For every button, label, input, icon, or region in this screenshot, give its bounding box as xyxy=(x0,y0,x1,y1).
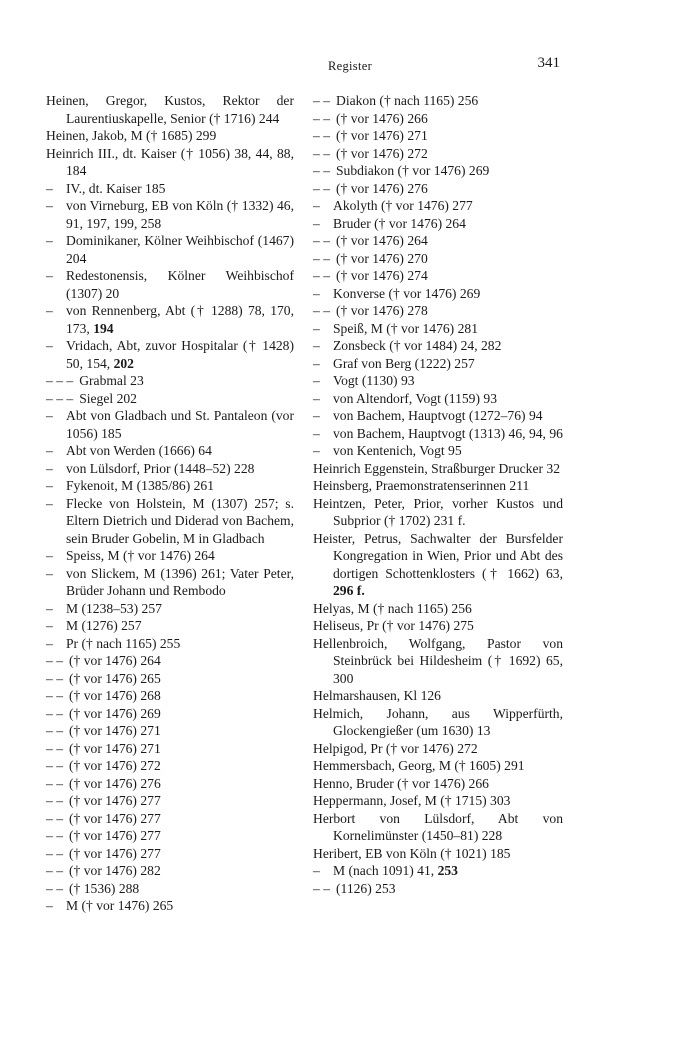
index-entry xyxy=(46,477,294,495)
index-entry xyxy=(313,232,563,250)
index-entry-text: von Virneburg, EB von Köln († 1332) 46, 91, 197, 199, 258 xyxy=(66,198,294,231)
index-entry-text: von Bachem, Hauptvogt (1313) 46, 94, 96 xyxy=(333,425,563,441)
running-head xyxy=(0,57,700,77)
index-entry xyxy=(313,425,563,443)
index-entry xyxy=(46,687,294,705)
index-entry-text: († vor 1476) 271 xyxy=(69,740,161,756)
index-entry xyxy=(46,862,294,880)
continuation-dash: – – xyxy=(46,863,63,878)
index-entry-text: Vridach, Abt, zuvor Hospitalar († 1428) 50, 154, 202 xyxy=(66,338,294,371)
index-entry xyxy=(313,92,563,110)
index-entry xyxy=(313,477,563,495)
continuation-dash: – xyxy=(46,198,53,213)
index-entry-text: Grabmal 23 xyxy=(79,373,144,388)
index-entry-text: († vor 1476) 264 xyxy=(69,653,161,668)
index-entry xyxy=(313,302,563,320)
index-entry xyxy=(46,775,294,793)
continuation-dash: – xyxy=(46,495,53,511)
continuation-dash: – xyxy=(46,460,53,476)
index-column-right xyxy=(313,92,563,897)
index-entry-text: Heppermann, Josef, M († 1715) 303 xyxy=(313,793,511,808)
index-entry-text: († vor 1476) 282 xyxy=(69,863,161,878)
index-column-left xyxy=(46,92,294,915)
index-entry-text: Hemmersbach, Georg, M († 1605) 291 xyxy=(313,758,525,773)
index-entry-text: von Rennenberg, Abt († 1288) 78, 170, 173, 194 xyxy=(66,303,294,336)
index-entry-text: Heinrich Eggenstein, Straßburger Drucker 32 xyxy=(313,460,561,476)
continuation-dash: – xyxy=(46,548,53,563)
continuation-dash: – xyxy=(46,600,53,616)
index-entry xyxy=(313,250,563,268)
bold-page-reference: 194 xyxy=(93,320,114,336)
continuation-dash: – xyxy=(46,618,53,633)
continuation-dash: – – xyxy=(313,268,330,283)
index-entry xyxy=(46,92,294,127)
continuation-dash: – xyxy=(46,443,53,458)
index-entry-text: von Bachem, Hauptvogt (1272–76) 94 xyxy=(333,408,543,423)
index-entry-text: Vogt (1130) 93 xyxy=(333,373,415,388)
bold-page-reference: 253 xyxy=(437,863,458,878)
index-entry-text: († vor 1476) 264 xyxy=(336,233,428,248)
index-entry-text: von Altendorf, Vogt (1159) 93 xyxy=(333,390,497,406)
continuation-dash: – – xyxy=(46,775,63,791)
index-entry-text: († vor 1476) 274 xyxy=(336,268,428,283)
index-entry xyxy=(46,197,294,232)
continuation-dash: – – xyxy=(46,688,63,703)
index-entry-text: Heintzen, Peter, Prior, vorher Kustos und Subprior († 1702) 231 f. xyxy=(313,495,563,528)
bold-page-reference: 202 xyxy=(113,355,134,371)
index-entry-text: Helmarshausen, Kl 126 xyxy=(313,688,441,703)
continuation-dash: – – xyxy=(46,670,63,686)
index-entry xyxy=(46,232,294,267)
continuation-dash: – – xyxy=(46,845,63,861)
continuation-dash: – – xyxy=(46,810,63,826)
index-entry xyxy=(46,757,294,775)
continuation-dash: – xyxy=(313,373,320,388)
continuation-dash: – – xyxy=(46,723,63,738)
index-entry xyxy=(46,792,294,810)
index-entry-text: († vor 1476) 265 xyxy=(69,670,161,686)
index-entry xyxy=(46,442,294,460)
index-entry xyxy=(46,565,294,600)
index-entry xyxy=(313,355,563,373)
index-entry xyxy=(313,617,563,635)
continuation-dash: – xyxy=(313,285,320,301)
index-entry-text: Zonsbeck († vor 1484) 24, 282 xyxy=(333,338,502,353)
bold-page-reference: 296 f. xyxy=(333,583,365,598)
index-entry xyxy=(313,180,563,198)
index-entry xyxy=(46,722,294,740)
index-entry-text: Heinen, Jakob, M († 1685) 299 xyxy=(46,128,217,143)
index-entry-text: Diakon († nach 1165) 256 xyxy=(336,93,479,108)
continuation-dash: – – xyxy=(313,250,330,266)
continuation-dash: – – – xyxy=(46,390,74,406)
continuation-dash: – xyxy=(46,303,53,318)
continuation-dash: – xyxy=(313,408,320,423)
index-entry-text: Herbort von Lülsdorf, Abt von Kornelimünster (1450–81) 228 xyxy=(313,810,563,843)
index-entry xyxy=(313,442,563,460)
index-entry-text: Pr († nach 1165) 255 xyxy=(66,635,181,651)
index-entry-text: Heinrich III., dt. Kaiser († 1056) 38, 44, 88, 184 xyxy=(46,145,294,178)
index-entry-text: († vor 1476) 276 xyxy=(69,775,161,791)
continuation-dash: – xyxy=(46,898,53,913)
index-entry xyxy=(313,530,563,600)
index-entry-text: Heribert, EB von Köln († 1021) 185 xyxy=(313,845,511,861)
index-entry-text: Graf von Berg (1222) 257 xyxy=(333,355,475,371)
continuation-dash: – – xyxy=(46,828,63,843)
continuation-dash: – xyxy=(46,408,53,423)
index-entry-text: († vor 1476) 277 xyxy=(69,828,161,843)
index-entry xyxy=(46,302,294,337)
index-entry-text: Flecke von Holstein, M (1307) 257; s. Eltern Dietrich und Diderad von Bachem, sein Bruder Gobelin, M in Gladbach xyxy=(66,495,294,546)
index-entry xyxy=(46,705,294,723)
index-entry-text: Akolyth († vor 1476) 277 xyxy=(333,198,473,213)
continuation-dash: – xyxy=(313,863,320,878)
continuation-dash: – xyxy=(46,635,53,651)
index-entry xyxy=(46,827,294,845)
index-entry-text: († vor 1476) 271 xyxy=(336,128,428,143)
running-title: Register xyxy=(327,59,373,73)
continuation-dash: – – xyxy=(313,93,330,108)
index-entry-text: Speiss, M († vor 1476) 264 xyxy=(66,548,215,563)
index-entry-text: M († vor 1476) 265 xyxy=(66,898,174,913)
index-entry xyxy=(313,390,563,408)
continuation-dash: – xyxy=(46,565,53,581)
continuation-dash: – – xyxy=(313,233,330,248)
index-entry-text: Hellenbroich, Wolfgang, Pastor von Steinbrück bei Hildesheim († 1692) 65, 300 xyxy=(313,635,563,686)
index-entry-text: Helmich, Johann, aus Wipperfürth, Glockengießer (um 1630) 13 xyxy=(313,705,563,738)
index-entry xyxy=(46,460,294,478)
index-entry-text: Heinen, Gregor, Kustos, Rektor der Laurentiuskapelle, Senior († 1716) 244 xyxy=(46,93,294,126)
continuation-dash: – xyxy=(313,443,320,458)
index-entry xyxy=(313,705,563,740)
continuation-dash: – – xyxy=(313,110,330,126)
index-entry xyxy=(46,880,294,898)
continuation-dash: – – xyxy=(313,303,330,318)
index-entry xyxy=(313,757,563,775)
continuation-dash: – xyxy=(313,320,320,336)
page-number: 341 xyxy=(537,55,560,71)
continuation-dash: – xyxy=(313,198,320,213)
index-entry-text: Konverse († vor 1476) 269 xyxy=(333,285,481,301)
index-entry xyxy=(313,792,563,810)
continuation-dash: – xyxy=(46,180,53,196)
index-entry-text: IV., dt. Kaiser 185 xyxy=(66,180,166,196)
index-entry-text: Redestonensis, Kölner Weihbischof (1307) 20 xyxy=(66,268,294,301)
continuation-dash: – – xyxy=(46,758,63,773)
continuation-dash: – xyxy=(313,338,320,353)
continuation-dash: – xyxy=(46,268,53,283)
index-entry-text: Bruder († vor 1476) 264 xyxy=(333,215,466,231)
index-entry xyxy=(46,495,294,548)
index-entry-text: von Slickem, M (1396) 261; Vater Peter, Brüder Johann und Rembodo xyxy=(66,565,294,598)
index-entry xyxy=(313,215,563,233)
index-entry xyxy=(313,267,563,285)
continuation-dash: – – xyxy=(313,180,330,196)
index-entry-text: († vor 1476) 266 xyxy=(336,110,428,126)
index-entry-text: († vor 1476) 269 xyxy=(69,705,161,721)
index-entry-text: Subdiakon († vor 1476) 269 xyxy=(336,163,490,178)
index-entry xyxy=(313,862,563,880)
index-entry xyxy=(313,197,563,215)
index-entry-text: († vor 1476) 276 xyxy=(336,180,428,196)
index-entry xyxy=(46,267,294,302)
continuation-dash: – – – xyxy=(46,373,74,388)
index-entry-text: († 1536) 288 xyxy=(69,880,140,896)
index-entry xyxy=(46,652,294,670)
index-entry-text: Speiß, M († vor 1476) 281 xyxy=(333,320,478,336)
continuation-dash: – – xyxy=(313,145,330,161)
index-entry xyxy=(46,670,294,688)
index-entry xyxy=(46,337,294,372)
index-entry-text: Dominikaner, Kölner Weihbischof (1467) 204 xyxy=(66,233,294,266)
continuation-dash: – – xyxy=(46,880,63,896)
continuation-dash: – – xyxy=(46,740,63,756)
index-entry-text: († vor 1476) 271 xyxy=(69,723,161,738)
index-entry-text: († vor 1476) 270 xyxy=(336,250,428,266)
index-entry xyxy=(46,180,294,198)
index-entry-text: († vor 1476) 277 xyxy=(69,810,161,826)
continuation-dash: – xyxy=(46,233,53,248)
index-entry xyxy=(313,372,563,390)
index-entry-text: († vor 1476) 277 xyxy=(69,845,161,861)
index-entry-text: Abt von Werden (1666) 64 xyxy=(66,443,212,458)
index-entry xyxy=(313,145,563,163)
index-entry xyxy=(46,635,294,653)
index-entry-text: Heister, Petrus, Sachwalter der Bursfelder Kongregation in Wien, Prior und Abt des dortigen Schottenklosters († 1662) 63, 296 f. xyxy=(313,530,563,598)
index-entry xyxy=(313,845,563,863)
index-entry xyxy=(46,390,294,408)
continuation-dash: – xyxy=(46,478,53,493)
index-entry xyxy=(313,127,563,145)
index-entry-text: Siegel 202 xyxy=(79,390,137,406)
index-entry-text: M (1238–53) 257 xyxy=(66,600,162,616)
index-entry xyxy=(46,740,294,758)
continuation-dash: – – xyxy=(313,163,330,178)
index-entry xyxy=(313,740,563,758)
index-entry xyxy=(313,407,563,425)
index-entry xyxy=(313,320,563,338)
index-entry xyxy=(313,337,563,355)
index-entry xyxy=(46,372,294,390)
index-entry xyxy=(313,460,563,478)
index-entry xyxy=(313,162,563,180)
index-entry-text: Abt von Gladbach und St. Pantaleon (vor 1056) 185 xyxy=(66,408,294,441)
index-entry-text: M (nach 1091) 41, 253 xyxy=(333,863,458,878)
index-entry xyxy=(46,145,294,180)
continuation-dash: – xyxy=(313,215,320,231)
continuation-dash: – xyxy=(313,390,320,406)
continuation-dash: – xyxy=(313,355,320,371)
index-entry-text: († vor 1476) 268 xyxy=(69,688,161,703)
index-entry-text: († vor 1476) 272 xyxy=(336,145,428,161)
index-entry xyxy=(313,810,563,845)
index-entry-text: Heinsberg, Praemonstratenserinnen 211 xyxy=(313,478,530,493)
index-entry xyxy=(46,617,294,635)
index-entry-text: († vor 1476) 272 xyxy=(69,758,161,773)
index-entry-text: († vor 1476) 277 xyxy=(69,793,161,808)
index-entry xyxy=(313,775,563,793)
index-entry xyxy=(46,127,294,145)
index-entry xyxy=(46,810,294,828)
index-entry xyxy=(313,687,563,705)
index-entry xyxy=(46,600,294,618)
index-entry-text: von Lülsdorf, Prior (1448–52) 228 xyxy=(66,460,255,476)
continuation-dash: – – xyxy=(46,653,63,668)
continuation-dash: – – xyxy=(313,880,330,896)
continuation-dash: – – xyxy=(46,793,63,808)
index-entry xyxy=(46,897,294,915)
index-entry-text: Helyas, M († nach 1165) 256 xyxy=(313,600,472,616)
index-entry-text: († vor 1476) 278 xyxy=(336,303,428,318)
index-entry-text: (1126) 253 xyxy=(336,880,396,896)
index-entry-text: Heliseus, Pr († vor 1476) 275 xyxy=(313,618,474,633)
index-entry-text: Henno, Bruder († vor 1476) 266 xyxy=(313,775,489,791)
continuation-dash: – xyxy=(46,338,53,353)
index-entry xyxy=(313,285,563,303)
index-entry xyxy=(313,880,563,898)
index-entry xyxy=(46,547,294,565)
index-entry xyxy=(313,600,563,618)
continuation-dash: – – xyxy=(46,705,63,721)
index-entry-text: Fykenoit, M (1385/86) 261 xyxy=(66,478,215,493)
continuation-dash: – xyxy=(313,425,320,441)
index-entry xyxy=(46,845,294,863)
index-entry xyxy=(313,495,563,530)
continuation-dash: – – xyxy=(313,128,330,143)
index-entry xyxy=(313,110,563,128)
index-entry-text: von Kentenich, Vogt 95 xyxy=(333,443,462,458)
index-entry-text: Helpigod, Pr († vor 1476) 272 xyxy=(313,740,478,756)
index-entry-text: M (1276) 257 xyxy=(66,618,142,633)
index-entry xyxy=(313,635,563,688)
index-entry xyxy=(46,407,294,442)
